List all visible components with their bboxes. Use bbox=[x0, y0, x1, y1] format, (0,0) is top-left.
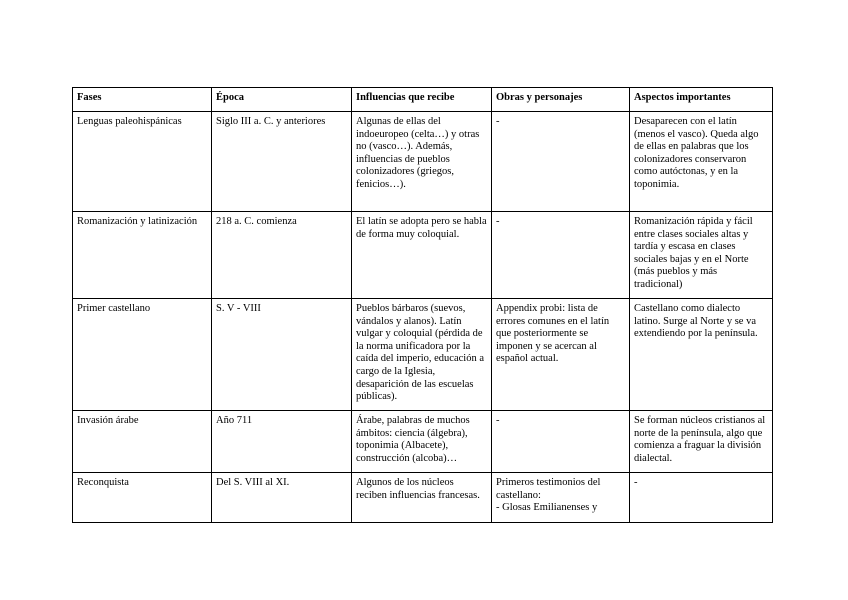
cell-obras: - bbox=[492, 112, 630, 212]
cell-fase: Lenguas paleohispánicas bbox=[73, 112, 212, 212]
header-obras: Obras y personajes bbox=[492, 88, 630, 112]
cell-fase: Primer castellano bbox=[73, 299, 212, 411]
table-row bbox=[73, 473, 773, 523]
cell-obras: Appendix probi: lista de errores comunes en el latín que posteriormente se imponen y se acercan al español actual. bbox=[492, 299, 630, 411]
cell-aspectos: Desaparecen con el latín (menos el vasco). Queda algo de ellas en palabras que los colonizadores conservaron como autóctonas, y en la toponimia. bbox=[630, 112, 773, 212]
cell-epoca: S. V - VIII bbox=[212, 299, 352, 411]
cell-influencias: Pueblos bárbaros (suevos, vándalos y alanos). Latín vulgar y coloquial (pérdida de la norma unificadora por la caída del imperio, educación a cargo de la Iglesia, desaparición de las escuelas públicas). bbox=[352, 299, 492, 411]
table-row bbox=[73, 212, 773, 299]
cell-aspectos: Se forman núcleos cristianos al norte de la península, algo que comienza a fraguar la división dialectal. bbox=[630, 411, 773, 473]
table-row bbox=[73, 299, 773, 411]
cell-influencias: Algunas de ellas del indoeuropeo (celta…) y otras no (vasco…). Además, influencias de pueblos colonizadores (griegos, fenicios…). bbox=[352, 112, 492, 212]
table-row bbox=[73, 112, 773, 212]
header-influencias: Influencias que recibe bbox=[352, 88, 492, 112]
table-row bbox=[73, 411, 773, 473]
cell-aspectos: Castellano como dialecto latino. Surge al Norte y se va extendiendo por la península. bbox=[630, 299, 773, 411]
cell-epoca: Año 711 bbox=[212, 411, 352, 473]
header-fases: Fases bbox=[73, 88, 212, 112]
cell-epoca: Siglo III a. C. y anteriores bbox=[212, 112, 352, 212]
cell-influencias: Algunos de los núcleos reciben influencias francesas. bbox=[352, 473, 492, 523]
cell-fase: Invasión árabe bbox=[73, 411, 212, 473]
cell-fase: Romanización y latinización bbox=[73, 212, 212, 299]
cell-fase: Reconquista bbox=[73, 473, 212, 523]
phases-table bbox=[72, 87, 773, 523]
cell-influencias: Árabe, palabras de muchos ámbitos: ciencia (álgebra), toponimia (Albacete), construcción (alcoba)… bbox=[352, 411, 492, 473]
cell-aspectos: Romanización rápida y fácil entre clases sociales altas y tardía y escasa en clases sociales bajas y en el Norte (más pueblos y más tradicional) bbox=[630, 212, 773, 299]
cell-obras: - bbox=[492, 212, 630, 299]
header-epoca: Época bbox=[212, 88, 352, 112]
header-aspectos: Aspectos importantes bbox=[630, 88, 773, 112]
cell-obras: Primeros testimonios del castellano: - Glosas Emilianenses y bbox=[492, 473, 630, 523]
cell-aspectos: - bbox=[630, 473, 773, 523]
cell-epoca: Del S. VIII al XI. bbox=[212, 473, 352, 523]
cell-obras: - bbox=[492, 411, 630, 473]
cell-epoca: 218 a. C. comienza bbox=[212, 212, 352, 299]
header-row bbox=[73, 88, 773, 112]
cell-influencias: El latín se adopta pero se habla de forma muy coloquial. bbox=[352, 212, 492, 299]
